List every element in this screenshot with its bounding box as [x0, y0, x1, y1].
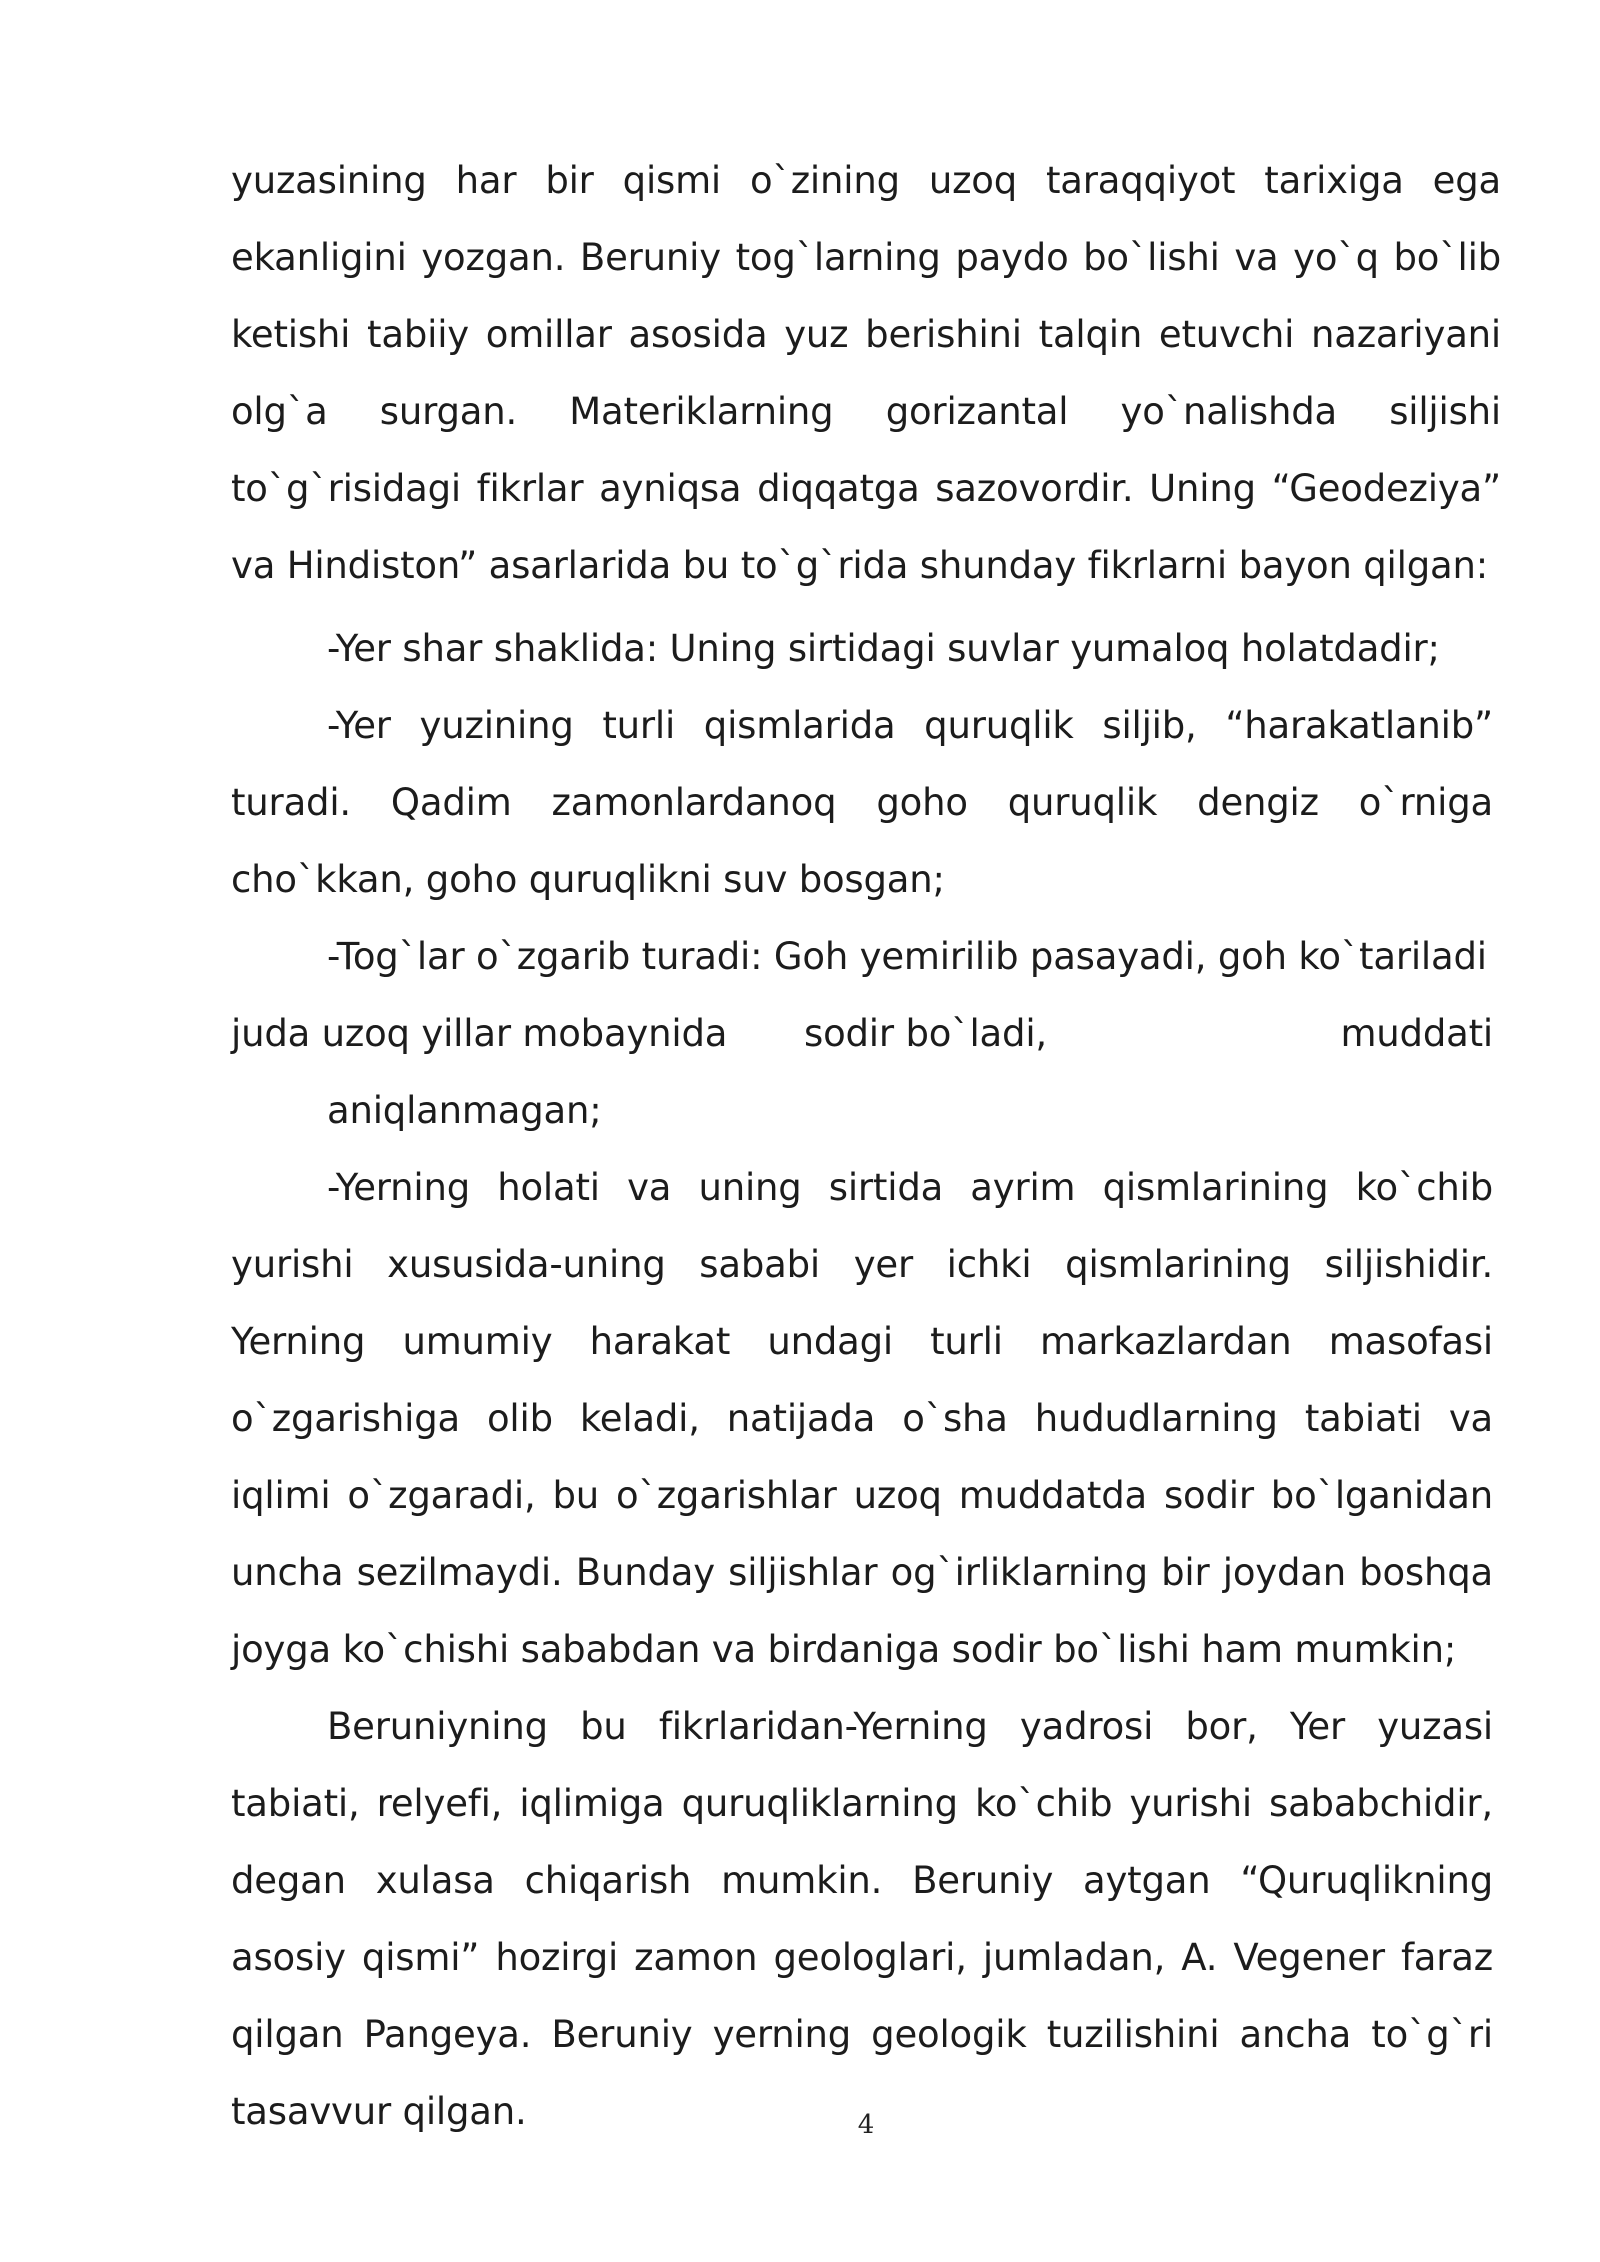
mountains-line2-part3: muddati [1340, 1012, 1493, 1055]
list-item-sphere: -Yer shar shaklida: Uning sirtidagi suvlar yumaloq holatdadir; [327, 627, 1440, 670]
list-item-mountains-line1: -Tog`lar o`zgarib turadi: Goh yemirilib pasayadi, goh ko`tariladi [327, 935, 1487, 978]
paragraph-intro-block [231, 142, 1501, 604]
list-block [231, 610, 1493, 2150]
page-number: 4 [857, 2110, 875, 2140]
list-item-mountains-line2 [231, 995, 1493, 1072]
list-item-earth-state: -Yerning holati va uning sirtida ayrim qismlarining ko`chib yurishi xususida-uning sababi yer ichki qismlarining siljishidir. Yerning umumiy harakat undagi turli markazlardan masofasi o`zgarishiga olib keladi, natijada o`sha hududlarning tabiati va iqlimi o`zgaradi, bu o`zgarishlar uzoq muddatda sodir bo`lganidan uncha sezilmaydi. Bunday siljishlar og`irliklarning bir joydan boshqa joyga ko`chishi sababdan va birdaniga sodir bo`lishi ham mumkin; [231, 1166, 1493, 1671]
paragraph-intro: yuzasining har bir qismi o`zining uzoq taraqqiyot tarixiga ega ekanligini yozgan. Beruniy tog`larning paydo bo`lishi va yo`q bo`lib ketishi tabiiy omillar asosida yuz berishini talqin etuvchi nazariyani olg`a surgan. Materiklarning gorizantal yo`nalishda siljishi to`g`risidagi fikrlar ayniqsa diqqatga sazovordir. Uning “Geodeziya” va Hindiston” asarlarida bu to`g`rida shunday fikrlarni bayon qilgan: [231, 159, 1501, 587]
mountains-line2-part1: juda uzoq yillar mobaynida [231, 1012, 728, 1055]
list-item-mountains-line3: aniqlanmagan; [327, 1089, 602, 1132]
paragraph-conclusion: Beruniyning bu fikrlaridan-Yerning yadrosi bor, Yer yuzasi tabiati, relyefi, iqlimiga quruqliklarning ko`chib yurishi sababchidir, degan xulasa chiqarish mumkin. Beruniy aytgan “Quruqlikning asosiy qismi” hozirgi zamon geologlari, jumladan, A. Vegener faraz qilgan Pangeya. Beruniy yerning geologik tuzilishini ancha to`g`ri tasavvur qilgan. [231, 1705, 1493, 2133]
list-item-land-movement: -Yer yuzining turli qismlarida quruqlik siljib, “harakatlanib” turadi. Qadim zamonlardanoq goho quruqlik dengiz o`rniga cho`kkan, goho quruqlikni suv bosgan; [231, 704, 1493, 901]
mountains-line2-part2: sodir bo`ladi, [804, 1012, 1047, 1055]
